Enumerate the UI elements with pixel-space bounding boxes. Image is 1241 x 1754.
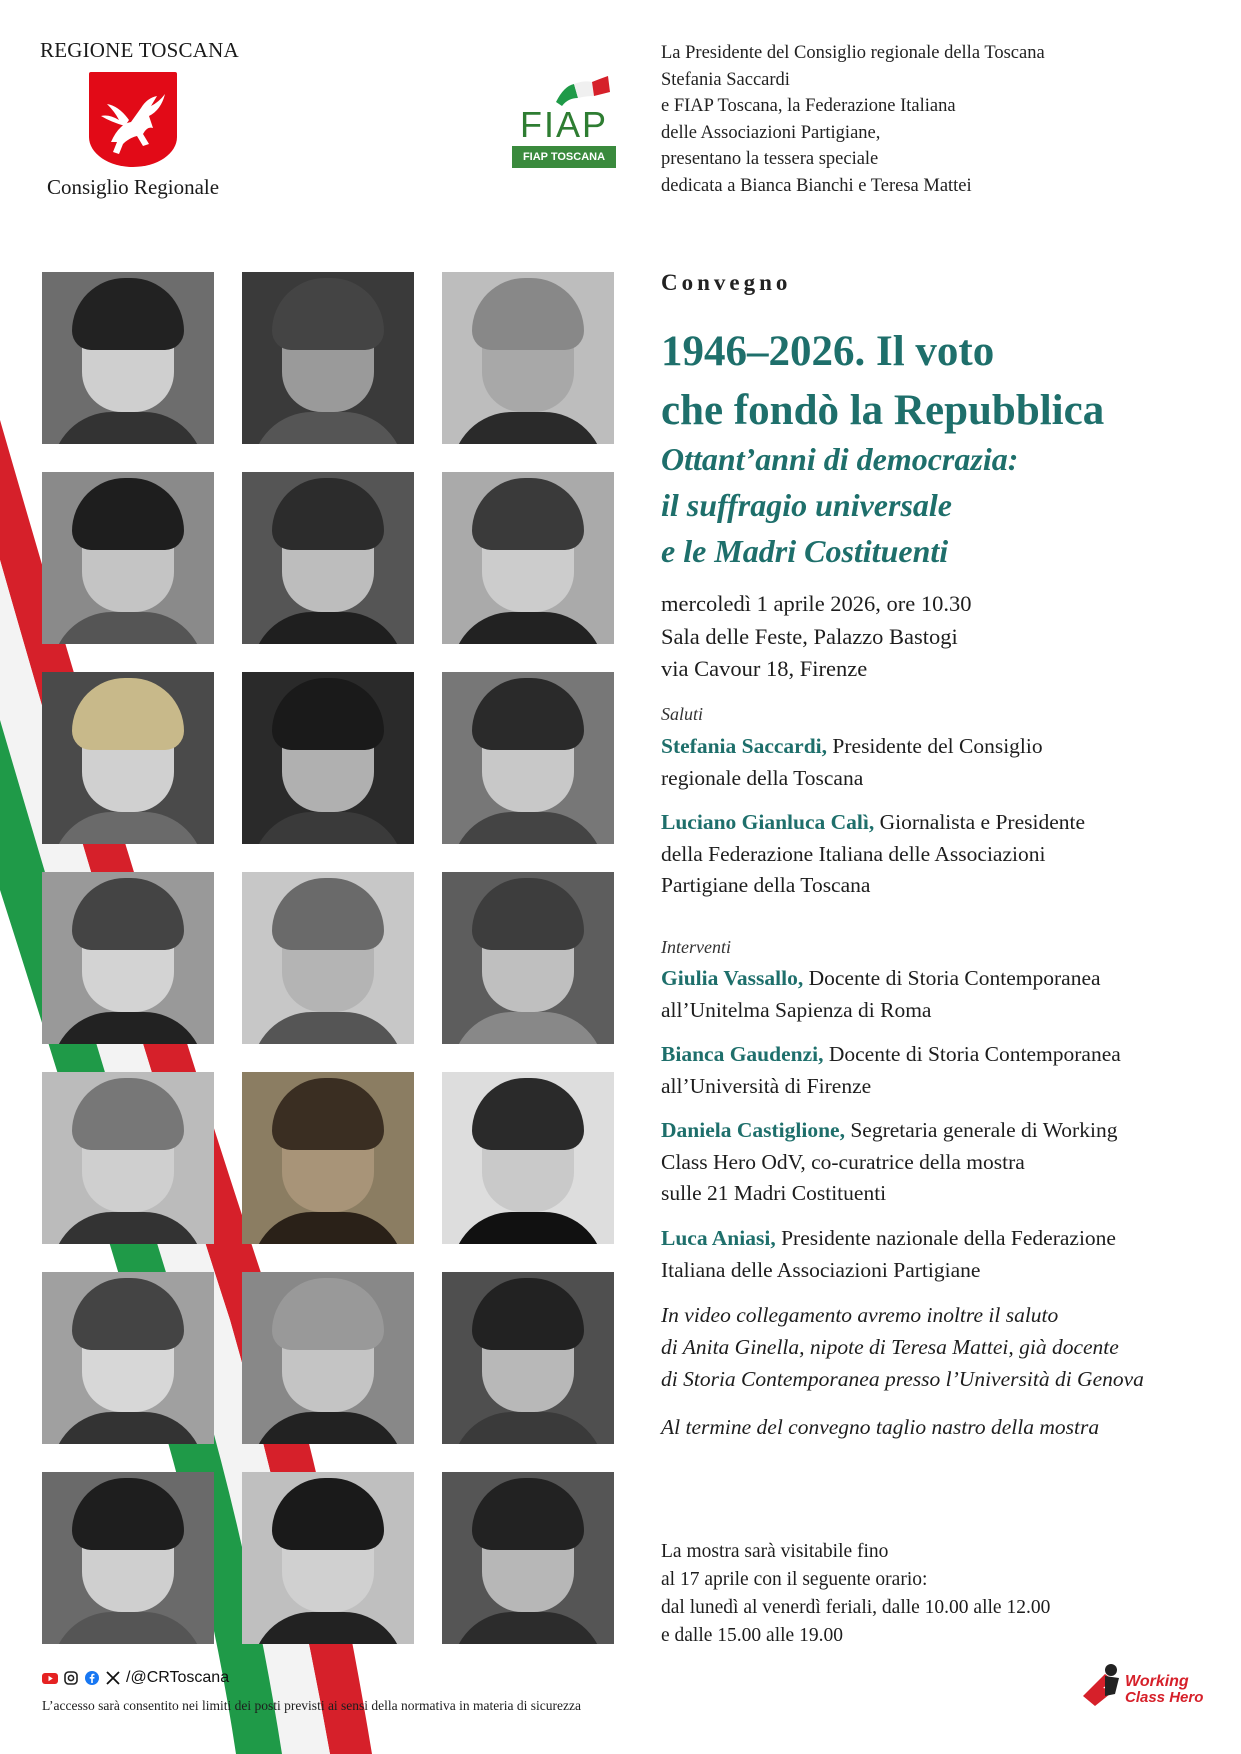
fiap-logo bbox=[512, 76, 616, 171]
portrait-photo bbox=[242, 472, 414, 644]
speaker-role: all’Unitelma Sapienza di Roma bbox=[661, 997, 932, 1022]
portrait-photo bbox=[442, 672, 614, 844]
portrait-photo bbox=[442, 1072, 614, 1244]
speaker-role: regionale della Toscana bbox=[661, 765, 864, 790]
intro-line: delle Associazioni Partigiane, bbox=[661, 122, 881, 143]
exhibit-hours bbox=[661, 1538, 1050, 1650]
speaker-role: all’Università di Firenze bbox=[661, 1073, 872, 1098]
portrait-photo bbox=[242, 1472, 414, 1644]
speaker-role: della Federazione Italiana delle Associazioni bbox=[661, 841, 1046, 866]
portrait-photo bbox=[442, 272, 614, 444]
portrait-photo bbox=[242, 272, 414, 444]
speaker-role: Partigiane della Toscana bbox=[661, 873, 871, 897]
closing-note: Al termine del convegno taglio nastro della mostra bbox=[661, 1415, 1100, 1439]
social-handle[interactable]: /@CRToscana bbox=[126, 1669, 230, 1686]
greetings-label: Saluti bbox=[661, 704, 704, 724]
portrait-photo bbox=[42, 472, 214, 644]
portrait-photo bbox=[242, 872, 414, 1044]
intro-text bbox=[661, 40, 1181, 199]
speaker-name: Daniela Castiglione, bbox=[661, 1118, 845, 1142]
speaker-name: Luciano Gianluca Calì, bbox=[661, 810, 875, 834]
speaker-entry bbox=[661, 1039, 1181, 1102]
pegasus-crest-icon bbox=[89, 72, 177, 167]
speaker-role: Giornalista e Presidente bbox=[874, 810, 1086, 834]
portrait-photo bbox=[242, 1272, 414, 1444]
intro-line: La Presidente del Consiglio regionale della Toscana bbox=[661, 43, 1045, 63]
speaker-entry bbox=[661, 807, 1181, 902]
portrait-photo bbox=[42, 672, 214, 844]
portrait-photo bbox=[442, 872, 614, 1044]
exhibit-line: e dalle 15.00 alle 19.00 bbox=[661, 1625, 843, 1646]
video-note-line: di Storia Contemporanea presso l’Università di Genova bbox=[661, 1367, 1144, 1391]
portrait-photo bbox=[42, 872, 214, 1044]
portrait-photo bbox=[242, 1072, 414, 1244]
speaker-name: Stefania Saccardi, bbox=[661, 734, 828, 758]
speaker-role: Docente di Storia Contemporanea bbox=[803, 966, 1101, 990]
event-title-line: 1946–2026. Il voto bbox=[661, 328, 995, 375]
speaker-role: Presidente nazionale della Federazione bbox=[775, 1226, 1116, 1250]
portrait-grid bbox=[42, 272, 618, 1648]
intro-line: e FIAP Toscana, la Federazione Italiana bbox=[661, 96, 956, 116]
x-icon[interactable] bbox=[105, 1670, 121, 1686]
intro-line: dedicata a Bianca Bianchi e Teresa Mattei bbox=[661, 175, 972, 196]
speaker-name: Bianca Gaudenzi, bbox=[661, 1042, 824, 1066]
intro-line: Stefania Saccardi bbox=[661, 69, 790, 90]
portrait-photo bbox=[442, 1472, 614, 1644]
speaker-role: Italiana delle Associazioni Partigiane bbox=[661, 1257, 981, 1282]
italian-flag-icon bbox=[554, 76, 610, 106]
portrait-photo bbox=[442, 472, 614, 644]
partner-logo-text: Class Hero bbox=[1125, 1689, 1204, 1706]
portrait-photo bbox=[442, 1272, 614, 1444]
portrait-photo bbox=[42, 272, 214, 444]
event-venue: Sala delle Feste, Palazzo Bastogi bbox=[661, 623, 958, 649]
video-note bbox=[661, 1299, 1144, 1395]
video-note-line: In video collegamento avremo inoltre il saluto bbox=[661, 1303, 1059, 1327]
event-title bbox=[661, 322, 1221, 440]
instagram-icon[interactable] bbox=[63, 1670, 79, 1686]
speaker-name: Luca Aniasi, bbox=[661, 1226, 776, 1250]
speaker-entry bbox=[661, 1115, 1181, 1210]
exhibit-line: al 17 aprile con il seguente orario: bbox=[661, 1569, 928, 1590]
speaker-name: Giulia Vassallo, bbox=[661, 966, 804, 990]
social-links bbox=[42, 1669, 229, 1687]
speaker-role: Class Hero OdV, co-curatrice della mostra bbox=[661, 1149, 1025, 1174]
event-title-line: che fondò la Repubblica bbox=[661, 387, 1105, 434]
event-date: mercoledì 1 aprile 2026, ore 10.30 bbox=[661, 591, 972, 616]
fiap-band-text: FIAP TOSCANA bbox=[512, 146, 616, 168]
speaker-entry bbox=[661, 1223, 1181, 1286]
speaker-role: Presidente del Consiglio bbox=[827, 734, 1043, 758]
speaker-role: Docente di Storia Contemporanea bbox=[823, 1042, 1121, 1066]
working-class-hero-logo bbox=[1075, 1656, 1205, 1716]
speaker-entry bbox=[661, 963, 1181, 1026]
portrait-photo bbox=[42, 1272, 214, 1444]
event-label: Convegno bbox=[661, 270, 792, 295]
partner-logo-text: Working bbox=[1125, 1673, 1189, 1690]
event-address: via Cavour 18, Firenze bbox=[661, 656, 868, 681]
speaker-role: Segretaria generale di Working bbox=[844, 1118, 1118, 1142]
youtube-icon[interactable] bbox=[42, 1670, 58, 1686]
video-note-line: di Anita Ginella, nipote di Teresa Mattei, già docente bbox=[661, 1335, 1119, 1359]
intro-line: presentano la tessera speciale bbox=[661, 149, 879, 169]
event-subtitle-line: il suffragio universale bbox=[661, 487, 952, 523]
portrait-photo bbox=[242, 672, 414, 844]
portrait-photo bbox=[42, 1472, 214, 1644]
event-info bbox=[661, 588, 972, 686]
exhibit-line: La mostra sarà visitabile fino bbox=[661, 1541, 889, 1562]
access-disclaimer: L’accesso sarà consentito nei limiti dei posti previsti ai sensi della normativa in materia di sicurezza bbox=[42, 1698, 581, 1713]
speaker-entry bbox=[661, 731, 1181, 794]
event-subtitle bbox=[661, 436, 1221, 574]
council-name: Consiglio Regionale bbox=[47, 175, 220, 199]
speaker-role: sulle 21 Madri Costituenti bbox=[661, 1181, 887, 1205]
event-subtitle-line: e le Madri Costituenti bbox=[661, 533, 949, 569]
region-name: REGIONE TOSCANA bbox=[40, 38, 239, 62]
portrait-photo bbox=[42, 1072, 214, 1244]
exhibit-line: dal lunedì al venerdì feriali, dalle 10.00 alle 12.00 bbox=[661, 1597, 1051, 1618]
event-subtitle-line: Ottant’anni di democrazia: bbox=[661, 441, 1019, 477]
talks-label: Interventi bbox=[661, 937, 731, 957]
fiap-logo-text: FIAP bbox=[520, 104, 609, 145]
facebook-icon[interactable] bbox=[84, 1670, 100, 1686]
